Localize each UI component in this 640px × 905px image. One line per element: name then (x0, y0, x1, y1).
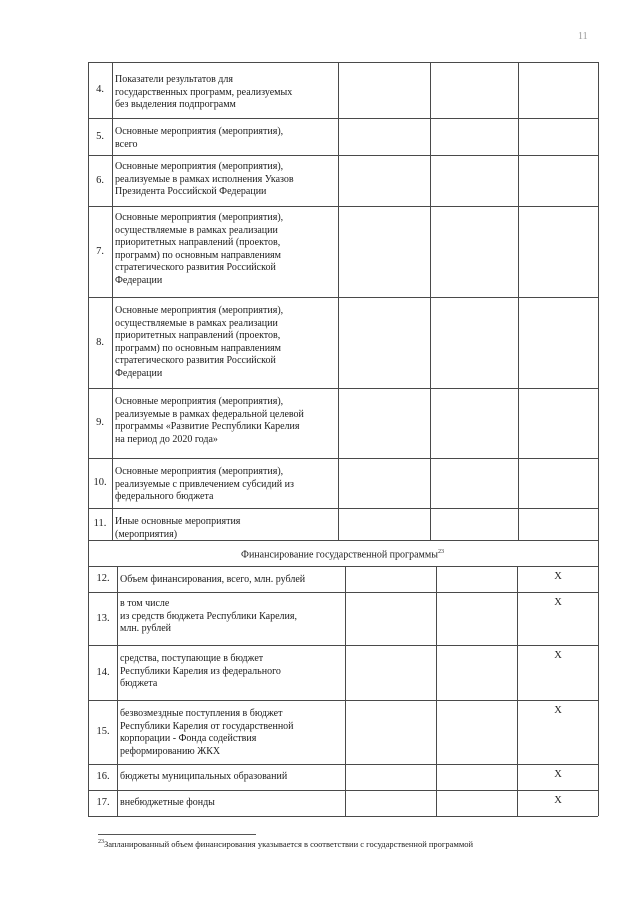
column-border (88, 540, 89, 566)
row-border (88, 155, 598, 156)
row-label: внебюджетные фонды (120, 797, 215, 808)
row-label: Основные мероприятия (мероприятия), реализуемые в рамках исполнения Указов Президента Российской Федерации (115, 161, 294, 197)
row-border (88, 297, 598, 298)
column-border (436, 566, 437, 816)
row-number: 6. (96, 174, 104, 186)
row-number: 12. (96, 573, 110, 584)
column-border (598, 540, 599, 566)
not-applicable-mark: X (554, 769, 562, 780)
column-border (517, 566, 518, 816)
column-border (430, 62, 431, 540)
column-border (88, 566, 89, 816)
row-number: 7. (96, 245, 104, 257)
row-number: 5. (96, 130, 104, 142)
row-label: Объем финансирования, всего, млн. рублей (120, 574, 306, 585)
row-border (88, 62, 598, 63)
row-label: Иные основные мероприятия (мероприятия) (115, 516, 241, 540)
row-label: Показатели результатов для государственных программ, реализуемых без выделения подпрограмм (115, 74, 293, 110)
footnote-text: Запланированный объем финансирования указывается в соответствии с государственной программой (104, 839, 473, 849)
footnote-marker: 23 (98, 839, 104, 846)
column-border (117, 566, 118, 816)
column-border (338, 62, 339, 540)
row-number: 9. (96, 417, 104, 428)
row-border (88, 206, 598, 207)
row-number: 4. (96, 84, 104, 95)
row-border (88, 118, 598, 119)
not-applicable-mark: X (554, 650, 562, 661)
column-border (345, 566, 346, 816)
not-applicable-mark: X (554, 795, 562, 806)
row-number: 16. (96, 771, 110, 782)
row-number: 13. (96, 612, 110, 624)
not-applicable-mark: X (554, 597, 562, 608)
row-border (88, 645, 598, 646)
footnote (98, 839, 473, 849)
row-number: 15. (96, 726, 110, 737)
row-label: Основные мероприятия (мероприятия), всего (115, 126, 284, 150)
footnote-rule (98, 834, 256, 835)
row-label: бюджеты муниципальных образований (120, 771, 288, 782)
row-label: Основные мероприятия (мероприятия), осуществляемые в рамках реализации приоритетных направлений (проектов, программ) по основным направлениям стратегического развития Российской Федерации (115, 212, 284, 286)
section-title-text: Финансирование государственной программы (241, 549, 438, 561)
row-border (88, 508, 598, 509)
row-label: Основные мероприятия (мероприятия), реализуемые в рамках федеральной целевой программы «Развитие Республики Карелия на период до 2020 года» (115, 396, 304, 445)
row-number: 11. (93, 518, 107, 529)
column-border (598, 566, 599, 816)
column-border (598, 62, 599, 540)
column-border (112, 62, 113, 540)
row-label: Основные мероприятия (мероприятия), реализуемые с привлечением субсидий из федерального бюджета (115, 466, 294, 502)
row-label: безвозмездные поступления в бюджет Республики Карелия от государственной корпорации - Фонда содействия реформированию ЖКХ (120, 708, 294, 757)
column-border (88, 62, 89, 540)
row-label: в том числе из средств бюджета Республики Карелия, млн. рублей (120, 598, 297, 634)
footnote-reference: 23 (437, 549, 444, 555)
row-number: 10. (93, 477, 107, 488)
row-border (88, 764, 598, 765)
row-border (88, 700, 598, 701)
row-number: 8. (96, 336, 104, 348)
row-number: 17. (96, 797, 110, 808)
row-border (88, 592, 598, 593)
row-border (88, 566, 598, 567)
row-number: 14. (96, 666, 110, 678)
row-border (88, 458, 598, 459)
column-border (518, 62, 519, 540)
row-label: Основные мероприятия (мероприятия), осуществляемые в рамках реализации приоритетных направлений (проектов, программ) по основным направлениям стратегического развития Российской Федерации (115, 305, 284, 379)
not-applicable-mark: X (554, 705, 562, 716)
row-border (88, 388, 598, 389)
row-border (88, 816, 598, 817)
not-applicable-mark: X (554, 571, 562, 582)
row-label: средства, поступающие в бюджет Республики Карелия из федерального бюджета (120, 653, 281, 689)
page-number: 11 (578, 31, 588, 42)
financing-section-title (95, 549, 590, 560)
row-border (88, 790, 598, 791)
